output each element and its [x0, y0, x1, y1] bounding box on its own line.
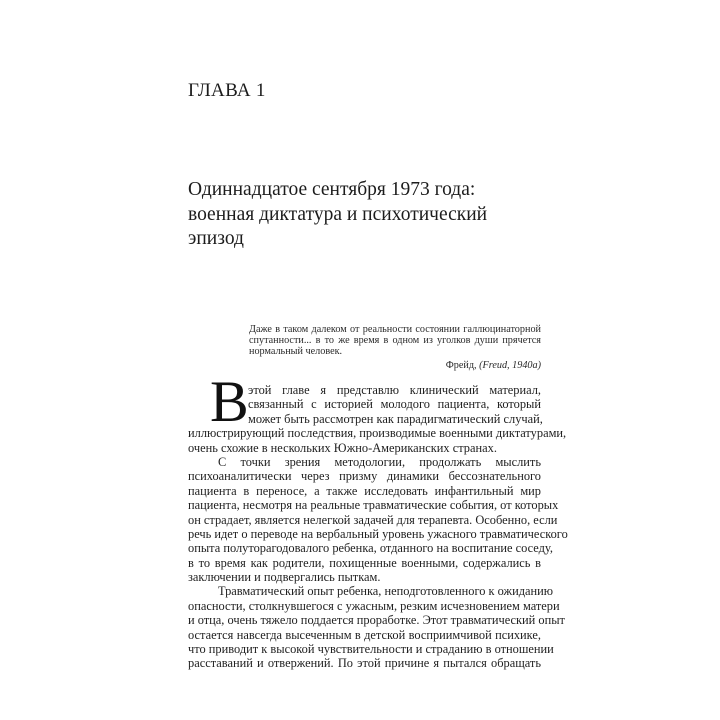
paragraph-2: [188, 454, 568, 585]
text-line: расставаний и отвержений. По этой причине я пытался обращать: [188, 656, 541, 671]
epigraph-author: Фрейд,: [445, 359, 480, 371]
chapter-title-line: эпизод: [188, 228, 244, 249]
text-line: он страдает, является нелегкой задачей для терапевта. Особенно, если: [188, 512, 558, 527]
chapter-title-line: Одиннадцатое сентября 1973 года:: [188, 179, 476, 200]
text-line: этой главе я представлю клинический материал,: [248, 383, 541, 397]
body-text: [188, 369, 568, 671]
text-line: иллюстрирующий последствия, производимые военными диктатурами,: [188, 426, 567, 441]
epigraph-text: [249, 324, 541, 358]
chapter-label: ГЛАВА 1: [188, 80, 266, 101]
epigraph-line: Даже в таком далеком от реальности состоянии галлюцинаторной: [249, 324, 541, 335]
text-line: Травматический опыт ребенка, неподготовленного к ожиданию: [218, 584, 554, 599]
epigraph-line: спутанности... в то же время в одном из уголков души прячется: [249, 335, 541, 347]
text-line: очень схожие в нескольких Южно-Американских странах.: [188, 440, 497, 455]
text-line: С точки зрения методологии, продолжать мыслить: [218, 454, 541, 469]
epigraph-citation: (Freud, 1940a): [479, 359, 541, 371]
text-line: и отца, очень тяжело поддается проработке. Этот травматический опыт: [188, 613, 565, 628]
paragraph-3: [188, 584, 565, 671]
epigraph-line: нормальный человек.: [249, 346, 343, 358]
text-line: в то время как родители, похищенные военными, содержались в: [188, 555, 541, 570]
text-line: психоаналитически через призму динамики бессознательного: [188, 469, 541, 484]
chapter-title: [188, 178, 548, 252]
epigraph-attribution: [249, 360, 541, 371]
text-line: может быть рассмотрен как парадигматический случай,: [248, 411, 543, 426]
text-line: что приводит к высокой чувствительности и страданию в отношении: [188, 642, 554, 657]
drop-cap: В: [210, 369, 249, 434]
text-line: заключении и подвергались пыткам.: [188, 570, 381, 585]
text-line: пациента, несмотря на реальные травматические события, от которых: [188, 498, 559, 513]
text-line: связанный с историей молодого пациента, который: [248, 397, 541, 412]
epigraph: [249, 324, 541, 371]
text-line: опыта полуторагодовалого ребенка, отданного на воспитание соседу,: [188, 541, 553, 556]
text-line: речь идет о переводе на вербальный уровень ужасного травматического: [188, 526, 568, 541]
chapter-title-line: военная диктатура и психотический: [188, 203, 488, 225]
text-line: пациента в переносе, а также исследовать инфантильный мир: [188, 483, 541, 498]
text-line: остается навсегда высеченным в детской восприимчивой психике,: [188, 627, 541, 642]
text-line: опасности, столкнувшегося с ужасным, резким исчезновением матери: [188, 598, 560, 613]
